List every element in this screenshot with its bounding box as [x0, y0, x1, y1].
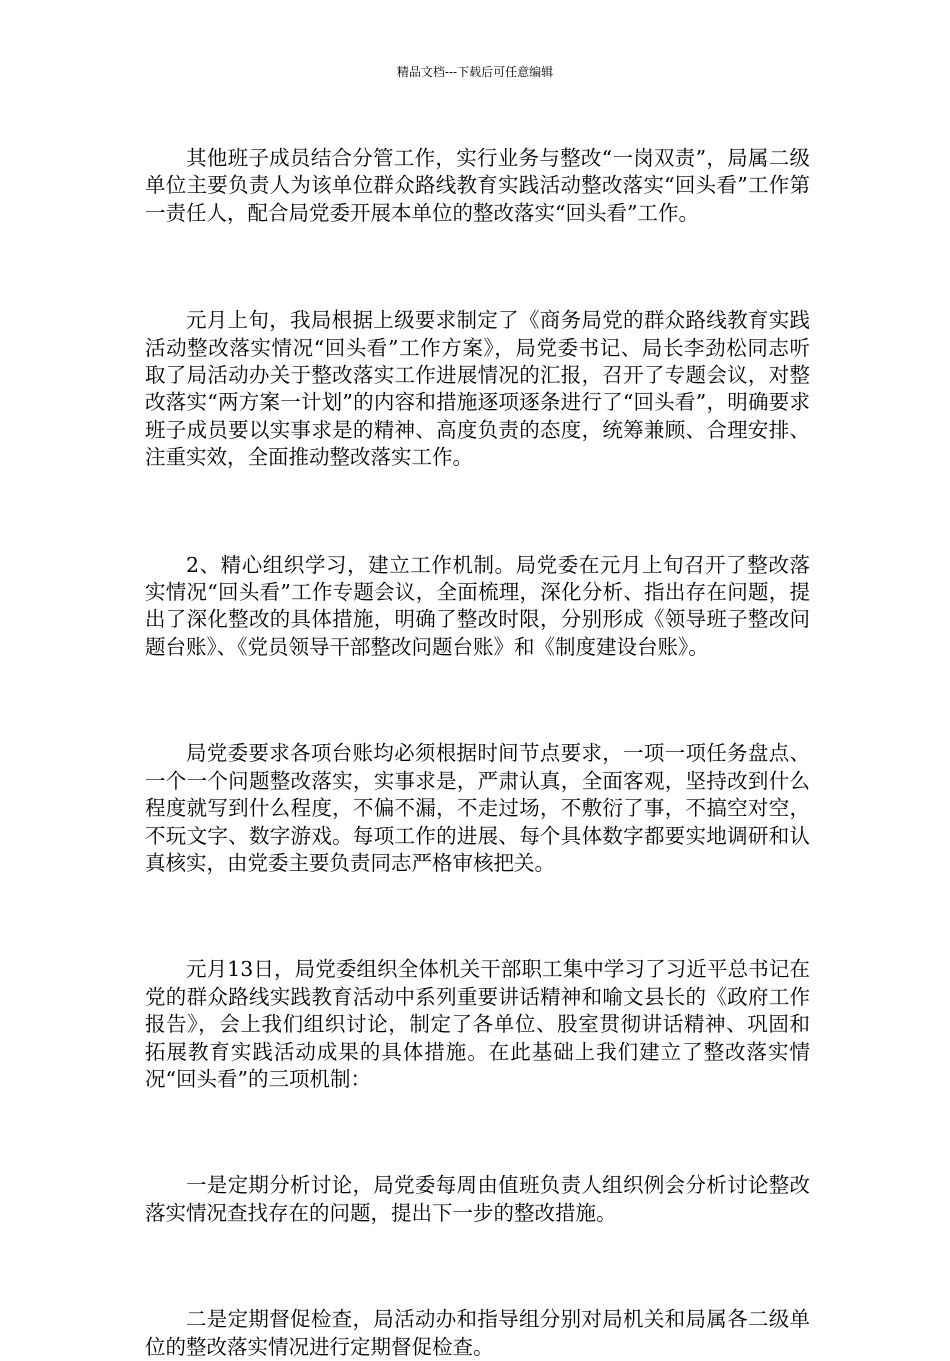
- paragraph-7: 二是定期督促检查，局活动办和指导组分别对局机关和局属各二级单位的整改落实情况进行定期督促检查。: [145, 1307, 810, 1359]
- paragraph-4: 局党委要求各项台账均必须根据时间节点要求，一项一项任务盘点、一个一个问题整改落实，实事求是，严肃认真，全面客观，坚持改到什么程度就写到什么程度，不偏不漏，不走过场，不敷衍了事，不搞空对空，不玩文字、数字游戏。每项工作的进展、每个具体数字都要实地调研和认真核实，由党委主要负责同志严格审核把关。: [145, 741, 810, 875]
- paragraph-5: 元月13日，局党委组织全体机关干部职工集中学习了习近平总书记在党的群众路线实践教育活动中系列重要讲话精神和喻文县长的《政府工作报告》，会上我们组织讨论，制定了各单位、股室贯彻讲话精神、巩固和拓展教育实践活动成果的具体措施。在此基础上我们建立了整改落实情况“回头看”的三项机制：: [145, 957, 810, 1091]
- page-header: 精品文档---下载后可任意编辑: [396, 65, 554, 79]
- paragraph-6: 一是定期分析讨论，局党委每周由值班负责人组织例会分析讨论整改落实情况查找存在的问题，提出下一步的整改措施。: [145, 1173, 810, 1225]
- document-body: [145, 145, 810, 1361]
- paragraph-2: 元月上旬，我局根据上级要求制定了《商务局党的群众路线教育实践活动整改落实情况“回头看”工作方案》，局党委书记、局长李劲松同志听取了局活动办关于整改落实工作进展情况的汇报，召开了专题会议，对整改落实“两方案一计划”的内容和措施逐项逐条进行了“回头看”，明确要求班子成员要以实事求是的精神、高度负责的态度，统筹兼顾、合理安排、注重实效，全面推动整改落实工作。: [145, 308, 810, 470]
- paragraph-3: 2、精心组织学习，建立工作机制。局党委在元月上旬召开了整改落实情况“回头看”工作专题会议，全面梳理，深化分析、指出存在问题，提出了深化整改的具体措施，明确了整改时限，分别形成《领导班子整改问题台账》、《党员领导干部整改问题台账》和《制度建设台账》。: [145, 552, 810, 659]
- paragraph-1: 其他班子成员结合分管工作，实行业务与整改“一岗双责”，局属二级单位主要负责人为该单位群众路线教育实践活动整改落实“回头看”工作第一责任人，配合局党委开展本单位的整改落实“回头看”工作。: [145, 146, 810, 225]
